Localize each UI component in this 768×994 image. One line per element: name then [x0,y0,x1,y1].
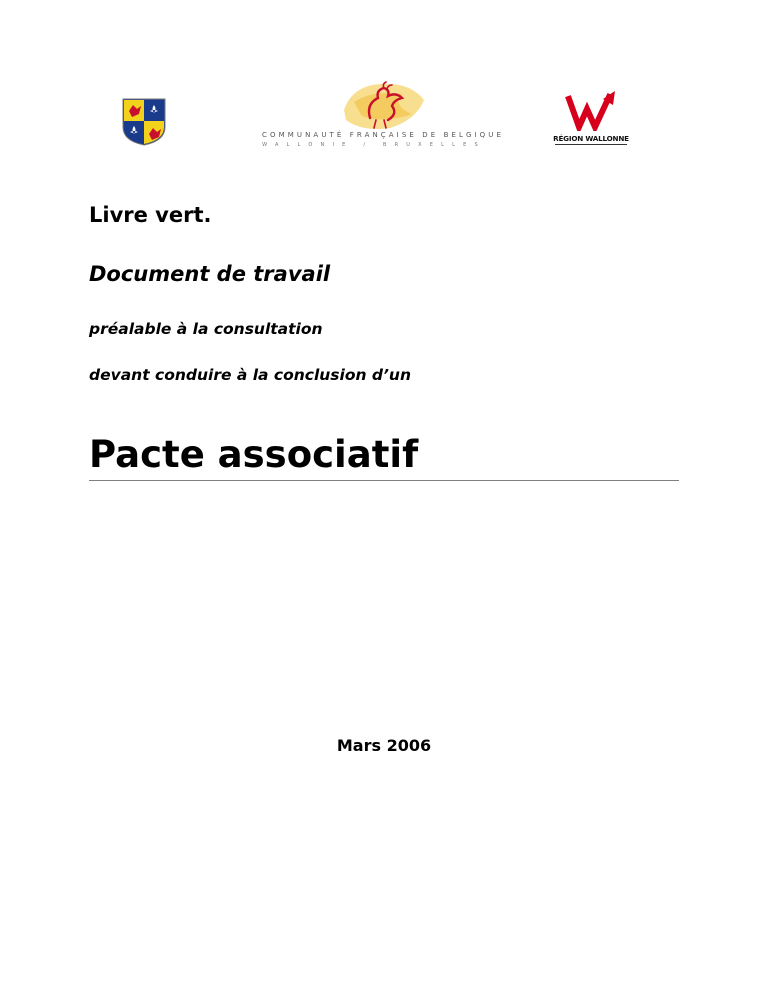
region-wallonne-logo [553,89,629,147]
document-title: Pacte associatif [89,433,419,476]
heading-livre-vert: Livre vert. [89,203,212,227]
cfb-name: COMMUNAUTÉ FRANÇAISE DE BELGIQUE [262,131,505,139]
document-date: Mars 2006 [336,736,432,755]
rw-label: RÉGION WALLONNE [553,134,629,143]
rw-divider [555,144,627,145]
subheading-devant-conduire: devant conduire à la conclusion d’un [89,366,411,384]
communaute-francaise-logo [262,80,505,150]
heading-document-de-travail: Document de travail [89,262,331,286]
w-arrow-icon [565,89,621,131]
cfb-subtitle: WALLONIE / BRUXELLES [262,142,486,148]
rooster-icon [332,80,432,132]
title-underline [89,480,679,481]
wallonia-coat-of-arms-icon [121,97,167,147]
subheading-prealable: préalable à la consultation [89,320,323,338]
